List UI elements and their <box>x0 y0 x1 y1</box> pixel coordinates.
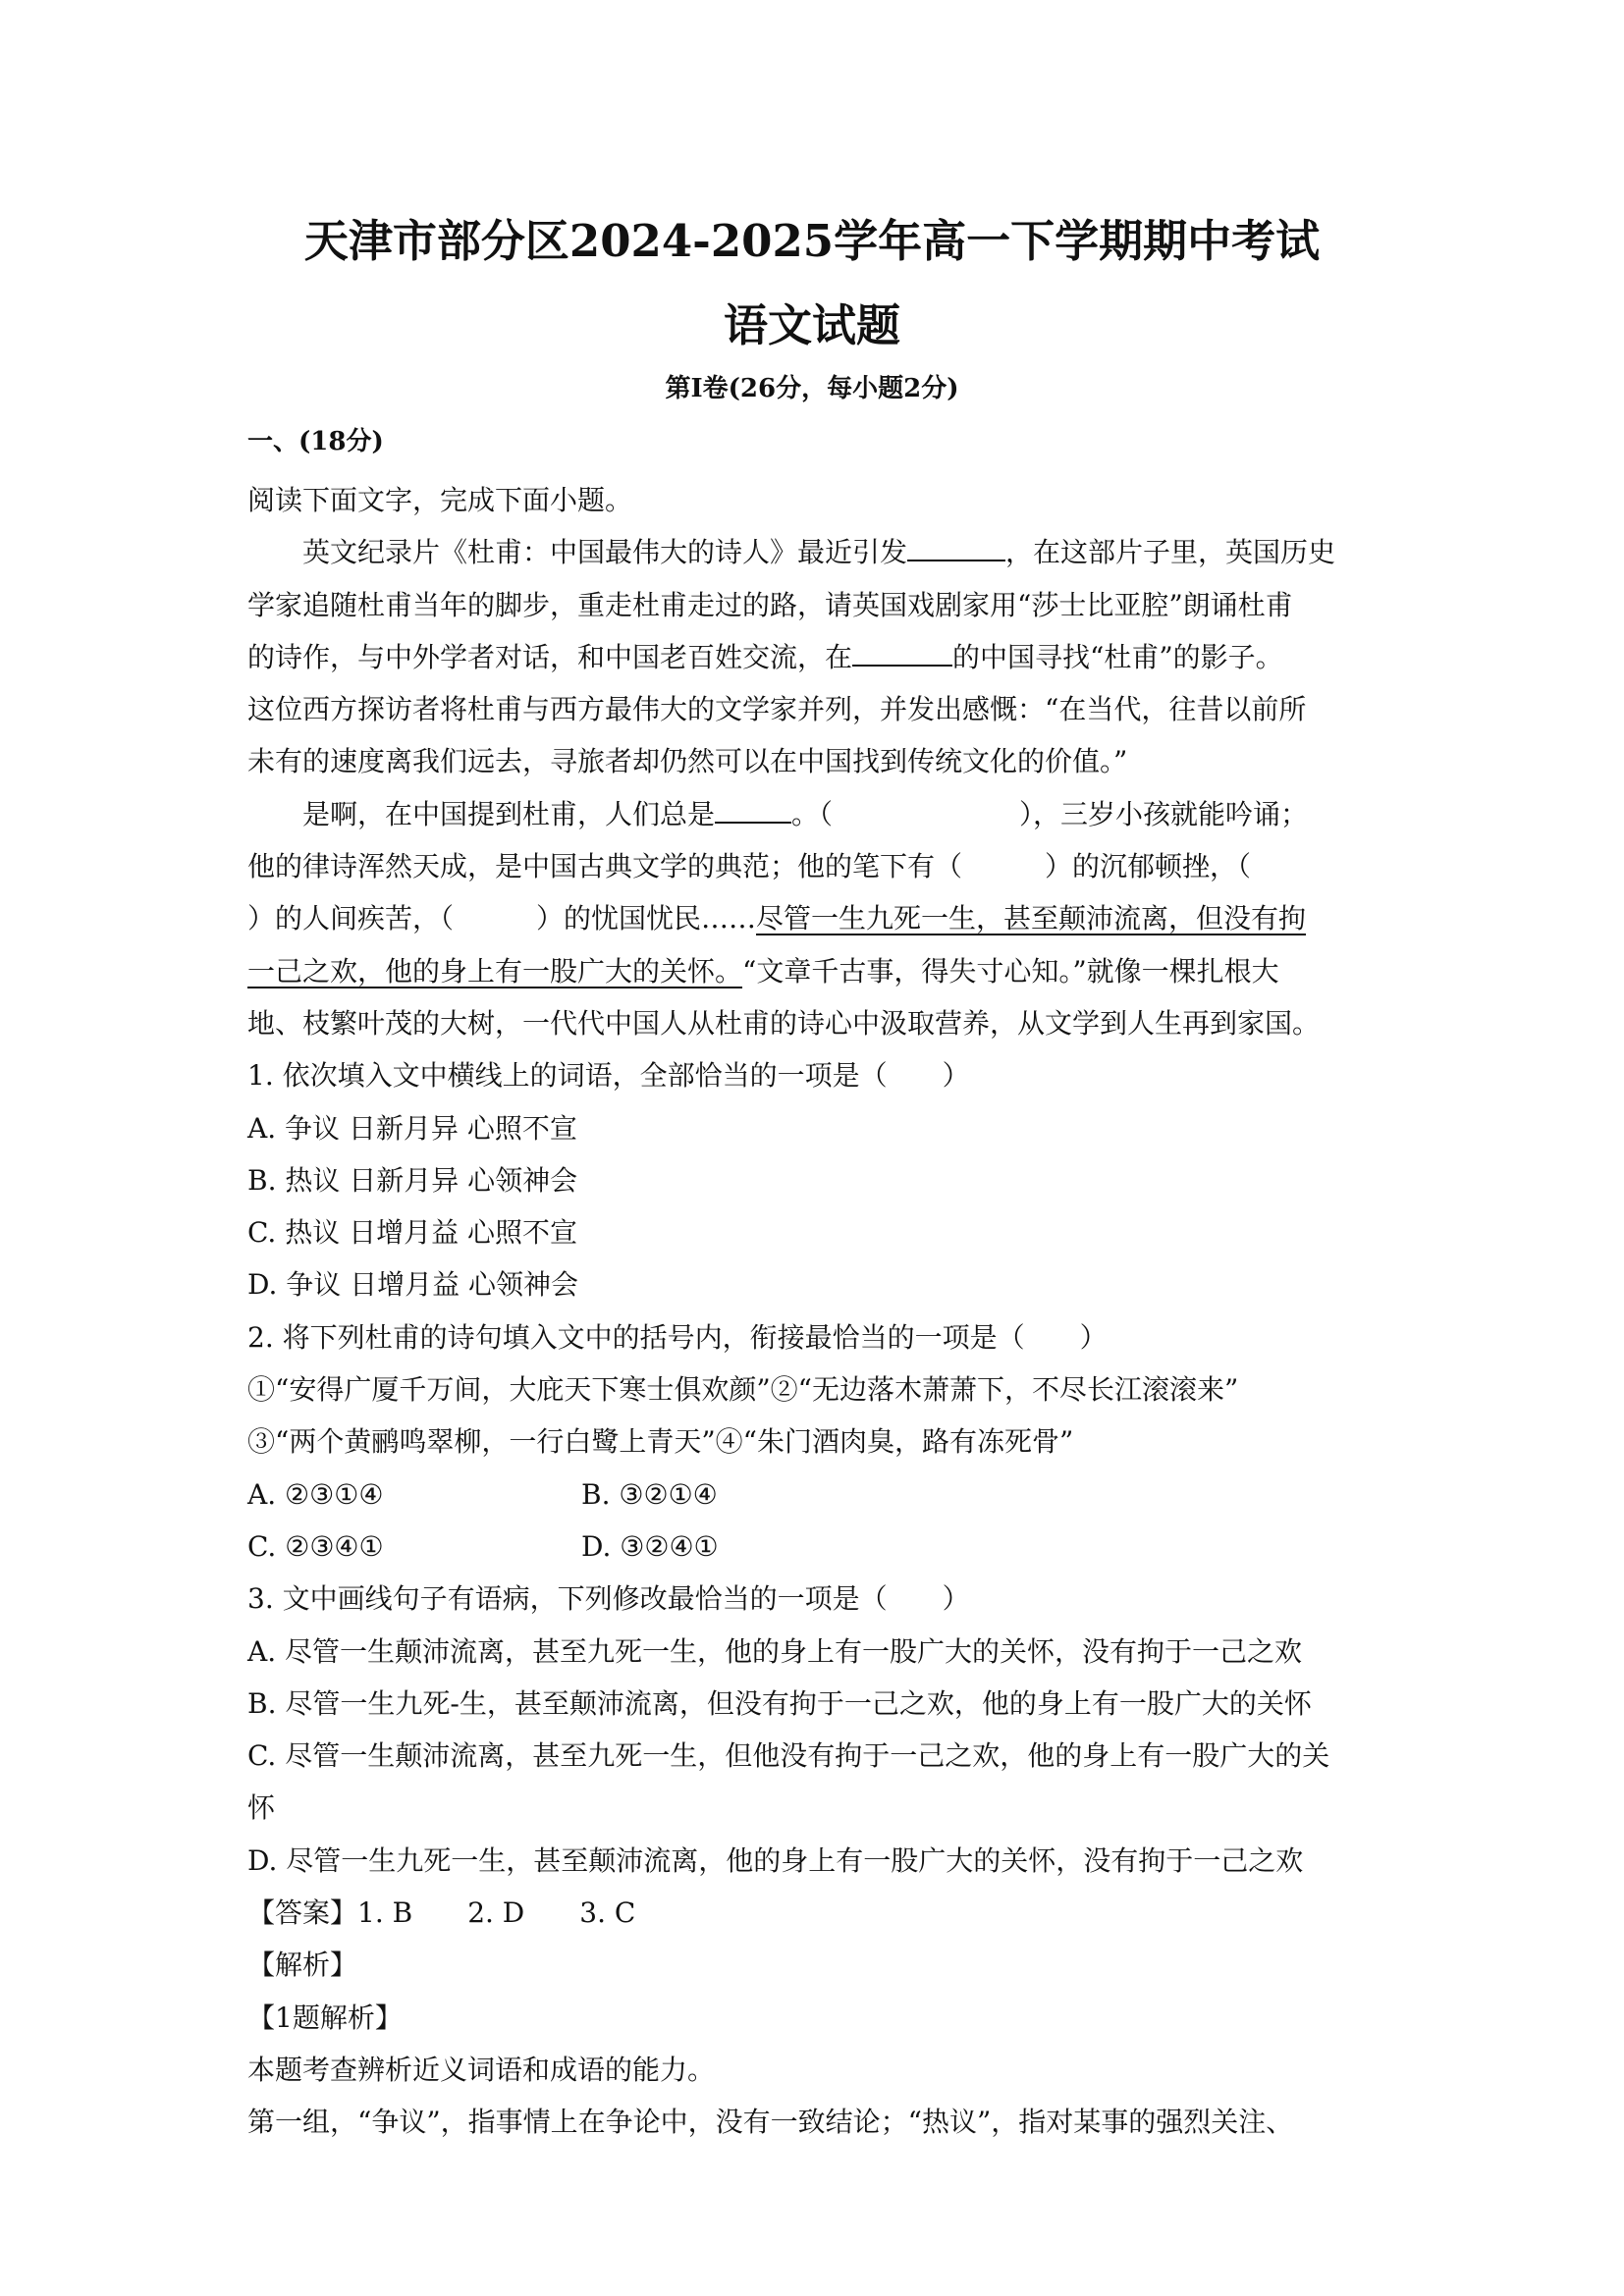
poem-line: ①“安得广厦千万间，大庇天下寒士俱欢颜”②“无边落木萧萧下，不尽长江滚滚来” <box>247 1373 1239 1407</box>
passage-line: 这位西方探访者将杜甫与西方最伟大的文学家并列，并发出感慨：“在当代，往昔以前所 <box>247 693 1307 726</box>
passage-line: 他的律诗浑然天成，是中国古典文学的典范；他的笔下有（ ）的沉郁顿挫，（ <box>247 850 1252 883</box>
passage-line: 一己之欢，他的身上有一股广大的关怀。“文章千古事，得失寸心知。”就像一棵扎根大 <box>247 954 1279 988</box>
answer-option-continued: 怀 <box>247 1791 276 1825</box>
passage-line: 学家追随杜甫当年的脚步，重走杜甫走过的路，请英国戏剧家用“莎士比亚腔”朗诵杜甫 <box>247 588 1293 621</box>
section-heading: 一、(18分) <box>247 427 384 456</box>
option-row <box>247 1468 1377 1521</box>
passage-line: 的诗作，与中外学者对话，和中国老百姓交流，在 的中国寻找“杜甫”的影子。 <box>247 631 1377 683</box>
fill-blank <box>852 637 952 667</box>
question-stem: 3. 文中画线句子有语病，下列修改最恰当的一项是（ ） <box>247 1582 970 1616</box>
passage-line: 未有的速度离我们远去，寻旅者却仍然可以在中国找到传统文化的价值。” <box>247 745 1128 778</box>
underlined-sentence: 尽管一生九死一生，甚至颠沛流离，但没有拘 <box>756 902 1307 935</box>
passage-line: 地、枝繁叶茂的大树，一代代中国人从杜甫的诗心中汲取营养，从文学到人生再到家国。 <box>247 1006 1321 1040</box>
answer-option: B. 热议 日新月异 心领神会 <box>247 1163 578 1197</box>
answer-option: B. ③②①④ <box>581 1477 718 1511</box>
fill-blank <box>715 794 791 824</box>
question-stem: 1. 依次填入文中横线上的词语，全部恰当的一项是（ ） <box>247 1059 970 1093</box>
answer-key: 【答案】1. B 2. D 3. C <box>247 1896 636 1930</box>
analysis-text: 本题考查辨析近义词语和成语的能力。 <box>247 2053 716 2086</box>
instruction-text: 阅读下面文字，完成下面小题。 <box>247 484 633 516</box>
fill-blank <box>907 532 1005 561</box>
answer-option: A. 尽管一生颠沛流离，甚至九死一生，他的身上有一股广大的关怀，没有拘于一己之欢 <box>247 1634 1303 1668</box>
answer-option: D. 尽管一生九死一生，甚至颠沛流离，他的身上有一股广大的关怀，没有拘于一己之欢 <box>247 1843 1304 1877</box>
answer-option: C. 尽管一生颠沛流离，甚至九死一生，但他没有拘于一己之欢，他的身上有一股广大的关 <box>247 1739 1330 1773</box>
answer-option: A. 争议 日新月异 心照不宣 <box>247 1111 577 1145</box>
option-row <box>247 1521 1377 1573</box>
answer-option: C. 热议 日增月益 心照不宣 <box>247 1216 578 1250</box>
analysis-subheading: 【1题解析】 <box>247 2001 403 2034</box>
analysis-heading: 【解析】 <box>247 1949 358 1982</box>
answer-option: B. 尽管一生九死-生，甚至颠沛流离，但没有拘于一己之欢，他的身上有一股广大的关怀 <box>247 1686 1312 1720</box>
passage-line: 是啊，在中国提到杜甫，人们总是 。（ ），三岁小孩就能吟诵； <box>247 788 1377 840</box>
analysis-text: 第一组，“争议”，指事情上在争论中，没有一致结论；“热议”，指对某事的强烈关注、 <box>247 2106 1294 2139</box>
part-title: 第Ⅰ卷(26分，每小题2分) <box>665 374 959 403</box>
exam-subtitle: 语文试题 <box>723 299 900 351</box>
answer-option: D. ③②④① <box>581 1529 719 1563</box>
poem-line: ③“两个黄鹂鸣翠柳，一行白鹭上青天”④“朱门酒肉臭，路有冻死骨” <box>247 1425 1074 1459</box>
document-body <box>247 474 1377 2149</box>
answer-option: A. ②③①④ <box>247 1477 384 1511</box>
question-stem: 2. 将下列杜甫的诗句填入文中的括号内，衔接最恰当的一项是（ ） <box>247 1320 1108 1354</box>
answer-option: D. 争议 日增月益 心领神会 <box>247 1268 579 1302</box>
exam-title: 天津市部分区2024-2025学年高一下学期期中考试 <box>303 215 1321 267</box>
underlined-sentence: 一己之欢，他的身上有一股广大的关怀。 <box>247 954 743 988</box>
passage-line: ）的人间疾苦，（ ）的忧国忧民……尽管一生九死一生，甚至颠沛流离，但没有拘 <box>247 902 1307 935</box>
passage-line: 英文纪录片《杜甫：中国最伟大的诗人》最近引发 ，在这部片子里，英国历史 <box>247 526 1377 578</box>
answer-option: C. ②③④① <box>247 1529 384 1563</box>
